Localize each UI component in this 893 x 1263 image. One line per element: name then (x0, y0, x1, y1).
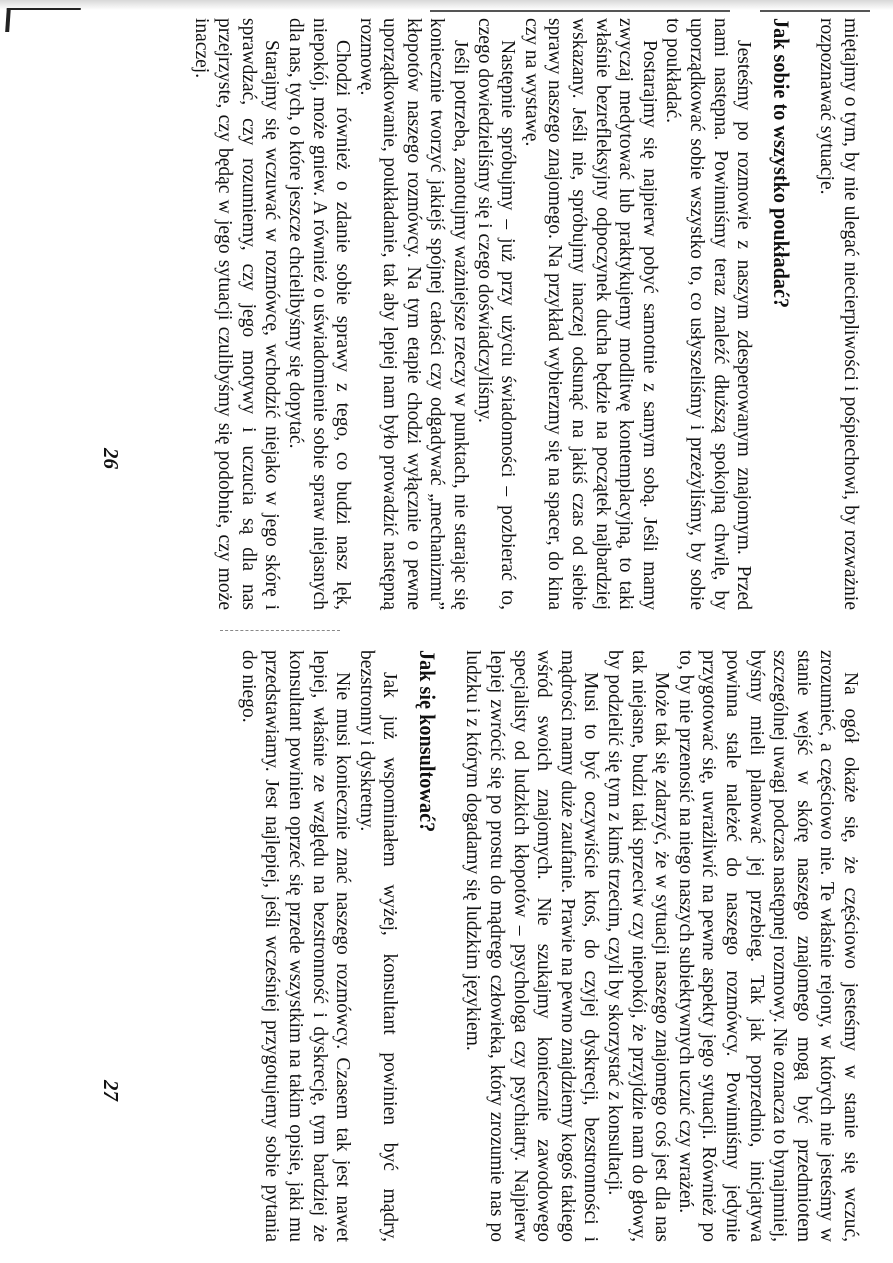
paragraph: Chodzi również o zdanie sobie sprawy z tego, co budzi nasz lęk, niepokój, może gniew. A również o uświadomienie sobie spraw niejasnych dla nas, tych, o które jeszcze chcielibyśmy się dopytać. (284, 18, 354, 610)
section-heading: Jak sobie to wszystko poukładać? (768, 18, 794, 309)
paragraph: Jesteśmy po rozmowie z naszym zdesperowanym znajomym. Przed nami następna. Powinniśmy teraz znaleźć dłuższą spokojną chwilę, by uporządkować sobie wszystko to, co usłyszeliśmy i przeżyliśmy, by sobie to poukładać. (662, 18, 755, 610)
paragraph: Jeśli potrzeba, zanotujmy ważniejsze rzeczy w punktach, nie starając się koniecznie tworzyć jakiejś spójnej całości czy odgadywać „mechanizmu” kłopotów naszego rozmówcy. Na tym etapie chodzi wyłącznie o pewne uporządkowanie, poukładanie, tak aby lepiej nam było prowadzić następną rozmowę. (355, 18, 472, 610)
paragraph: Na ogół okaże się, że częściowo jesteśmy w stanie się wczuć, zrozumieć, a częściowo nie. Te właśnie rejony, w których nie jesteśmy w stanie wejść w skórę naszego znajomego mogą być przedmiotem szczególnej uwagi podczas następnej rozmowy. Nie oznacza to bynajmniej, byśmy mieli planować jej przebieg. Tak jak poprzednio, inicjatywa powinna stale należeć do naszego rozmówcy. Powinniśmy jedynie przygotować się, uwrażliwić na pewne aspekty jego sytuacji. Również po to, by nie przenosić na niego naszych subiektywnych uczuć czy wrażeń. (674, 650, 861, 1242)
page-number: 27 (99, 1080, 123, 1101)
paragraph: Starajmy się wczuwać w rozmówcę, wchodzić niejako w jego skórę i sprawdzać, czy rozumiemy, czy jego motywy i uczucia są dla nas przejrzyste, czy będąc w jego sytuacji czulibyśmy się podobnie, czy może inaczej. (190, 18, 283, 610)
paragraph: Musi to być oczywiście ktoś, do czyjej dyskrecji, bezstronności i mądrości mamy duże zaufanie. Prawie na pewno znajdziemy kogoś takiego wśród swoich znajomych. Nie szukajmy koniecznie zawodowego specjalisty od ludzkich kłopotów – psychologa czy psychiatry. Najpierw lepiej zwrócić się po prostu do mądrego człowieka, który zrozumie nas po ludzku i z którym dogadamy się ludzkim językiem. (462, 650, 602, 1242)
scan-edge (0, 0, 893, 10)
page-gutter (220, 630, 340, 637)
paragraph: Postarajmy się najpierw pobyć samotnie z samym sobą. Jeśli mamy zwyczaj medytować lub praktykujemy modlitwę kontemplacyjną, to taki właśnie bezrefleksyjny odpoczynek ducha będzie na początek najbardziej wskazany. Jeśli nie, spróbujmy inaczej odsunąć na jakiś czas od siebie sprawy naszego znajomego. Na przykład wybierzmy się na spacer, do kina czy na wystawę. (520, 18, 660, 610)
book-page-left (72, 18, 862, 610)
scan-corner-mark (5, 8, 81, 32)
page-number: 26 (99, 448, 123, 469)
paragraph: Jak już wspominałem wyżej, konsultant powinien być mądry, bezstronny i dyskretny. (355, 650, 401, 1242)
paragraph: Nie musi koniecznie znać naszego rozmówcy. Czasem tak jest nawet lepiej, właśnie ze względu na bezstronność i dyskrecję, tym bardziej że konsultant powinien oprzeć się przede wszystkim na takim opisie, jaki mu przedstawiamy. Jest najlepiej, jeśli wcześniej przygotujemy sobie pytania do niego. (237, 650, 354, 1242)
paragraph: miętajmy o tym, by nie ulegać niecierpliwości i pośpiechowi, by rozważnie rozpoznawać sytuacje. (816, 18, 861, 610)
section-heading: Jak się konsultować? (414, 650, 440, 833)
scan-streak (430, 10, 730, 12)
paragraph: Może tak się zdarzyć, że w sytuacji naszego znajomego coś jest dla nas tak niejasne, budzi taki sprzeciw czy niepokój, że przyjdzie nam do głowy, by podzielić się tym z kimś trzecim, czyli by skorzystać z konsultacji. (604, 650, 673, 1242)
paragraph: Następnie spróbujmy – już przy użyciu świadomości – pozbierać to, czego dowiedzieliśmy się i czego doświadczyliśmy. (473, 18, 519, 610)
book-page-right (72, 650, 862, 1242)
scan-streak (760, 10, 870, 12)
